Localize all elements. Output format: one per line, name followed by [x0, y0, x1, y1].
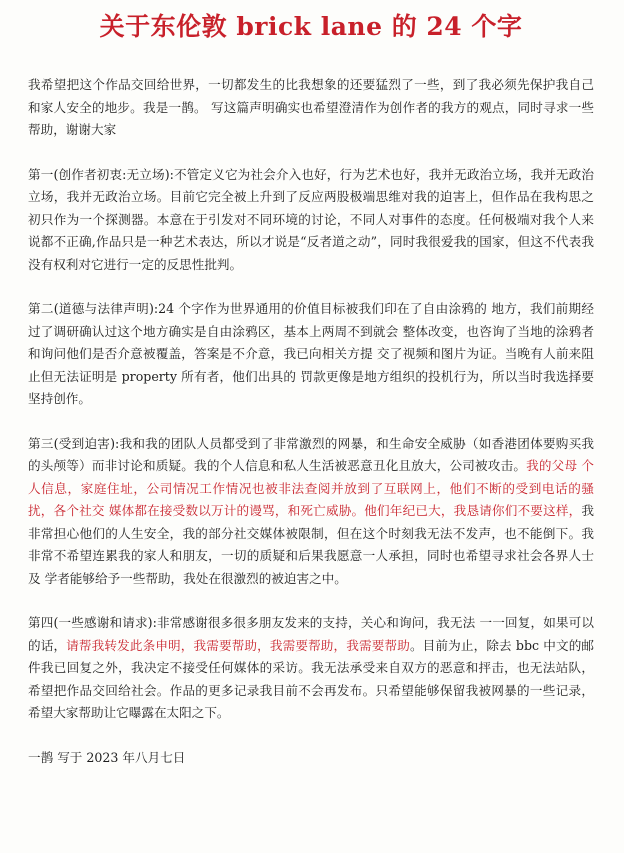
- paragraph-first: [28, 164, 594, 277]
- paragraph-third: [28, 433, 594, 591]
- paragraph-third-text-b: 我非常担心他们的人生安全，我的部分社交媒体被限制，但在这个时刻我无法不发声，也不能倒下。我非常不希望连累我的家人和朋友，一切的质疑和后果我愿意一人承担，同时也希望寻求社会各界人士及 学者能够给予一些帮助，我处在很激烈的被迫害之中。: [28, 503, 594, 586]
- intro-text: 我希望把这个作品交回给世界，一切都发生的比我想象的还要猛烈了一些，到了我必须先保护我自己和家人安全的地步。我是一鹊。 写这篇声明确实也希望澄清作为创作者的我方的观点，同时寻求一些帮助，谢谢大家: [28, 77, 594, 137]
- paragraph-fourth-text-b: 。目前为止，除去 bbc 中文的邮件我已回复之外，我决定不接受任何媒体的采访。我无法承受来自双方的恶意和抨击，也无法站队，希望把作品交回给社会。作品的更多记录我目前不会再发布。只希望能够保留我被网暴的一些记录，希望大家帮助让它曝露在太阳之下。: [28, 637, 595, 720]
- paragraph-second: [28, 298, 594, 411]
- paragraph-fourth-highlight: 请帮我转发此条申明，我需要帮助，我需要帮助，我需要帮助: [66, 637, 410, 653]
- intro-paragraph: [28, 74, 594, 142]
- paragraph-third-text-a: 第三(受到迫害):我和我的团队人员都受到了非常激烈的网暴，和生命安全威胁（如香港团体要购买我的头颅等）而非讨论和质疑。我的个人信息和私人生活被恶意丑化且放大，公司被攻击。: [28, 435, 594, 473]
- paragraph-fourth-text-a: 第四(一些感谢和请求):非常感谢很多很多朋友发来的支持，关心和询问，我无法 一一回复，如果可以的话，: [28, 615, 594, 653]
- paragraph-fourth: [28, 612, 594, 725]
- page-title: 关于东伦敦 brick lane 的 24 个字: [99, 12, 523, 41]
- paragraph-third-highlight: 我的父母 个人信息，家庭住址，公司情况工作情况也被非法查阅并放到了互联网上，他们不断的受到电话的骚扰，各个社交 媒体都在接受数以万计的谩骂，和死亡威胁。他们年纪已大，我恳请你们不要这样，: [28, 458, 594, 518]
- paragraph-second-text: 第二(道德与法律声明):24 个字作为世界通用的价值目标被我们印在了自由涂鸦的 地方，我们前期经过了调研确认过这个地方确实是自由涂鸦区，基本上两周不到就会 整体改变，也咨询了当地的涂鸦者和询问他们是否介意被覆盖，答案是不介意，我已向相关方提 交了视频和图片为证。当晚有人前来阻止但无法证明是 property 所有者，他们出具的 罚款更像是地方组织的投机行为，所以当时我选择要坚持创作。: [28, 301, 594, 406]
- paragraph-first-text: 第一(创作者初衷:无立场):不管定义它为社会介入也好，行为艺术也好，我并无政治立场，我并无政治立场，我并无政治立场。目前它完全被上升到了反应两股极端思维对我的迫害上，但作品在我构思之初只作为一个探测器。本意在于引发对不同环境的讨论，不同人对事件的态度。任何极端对我个人来说都不正确,作品只是一种艺术表达，所以才说是“反者道之动”，同时我很爱我的国家，但这不代表我没有权利对它进行一定的反思性批判。: [28, 166, 594, 272]
- signature: 一鹊 写于 2023 年八月七日: [28, 749, 186, 765]
